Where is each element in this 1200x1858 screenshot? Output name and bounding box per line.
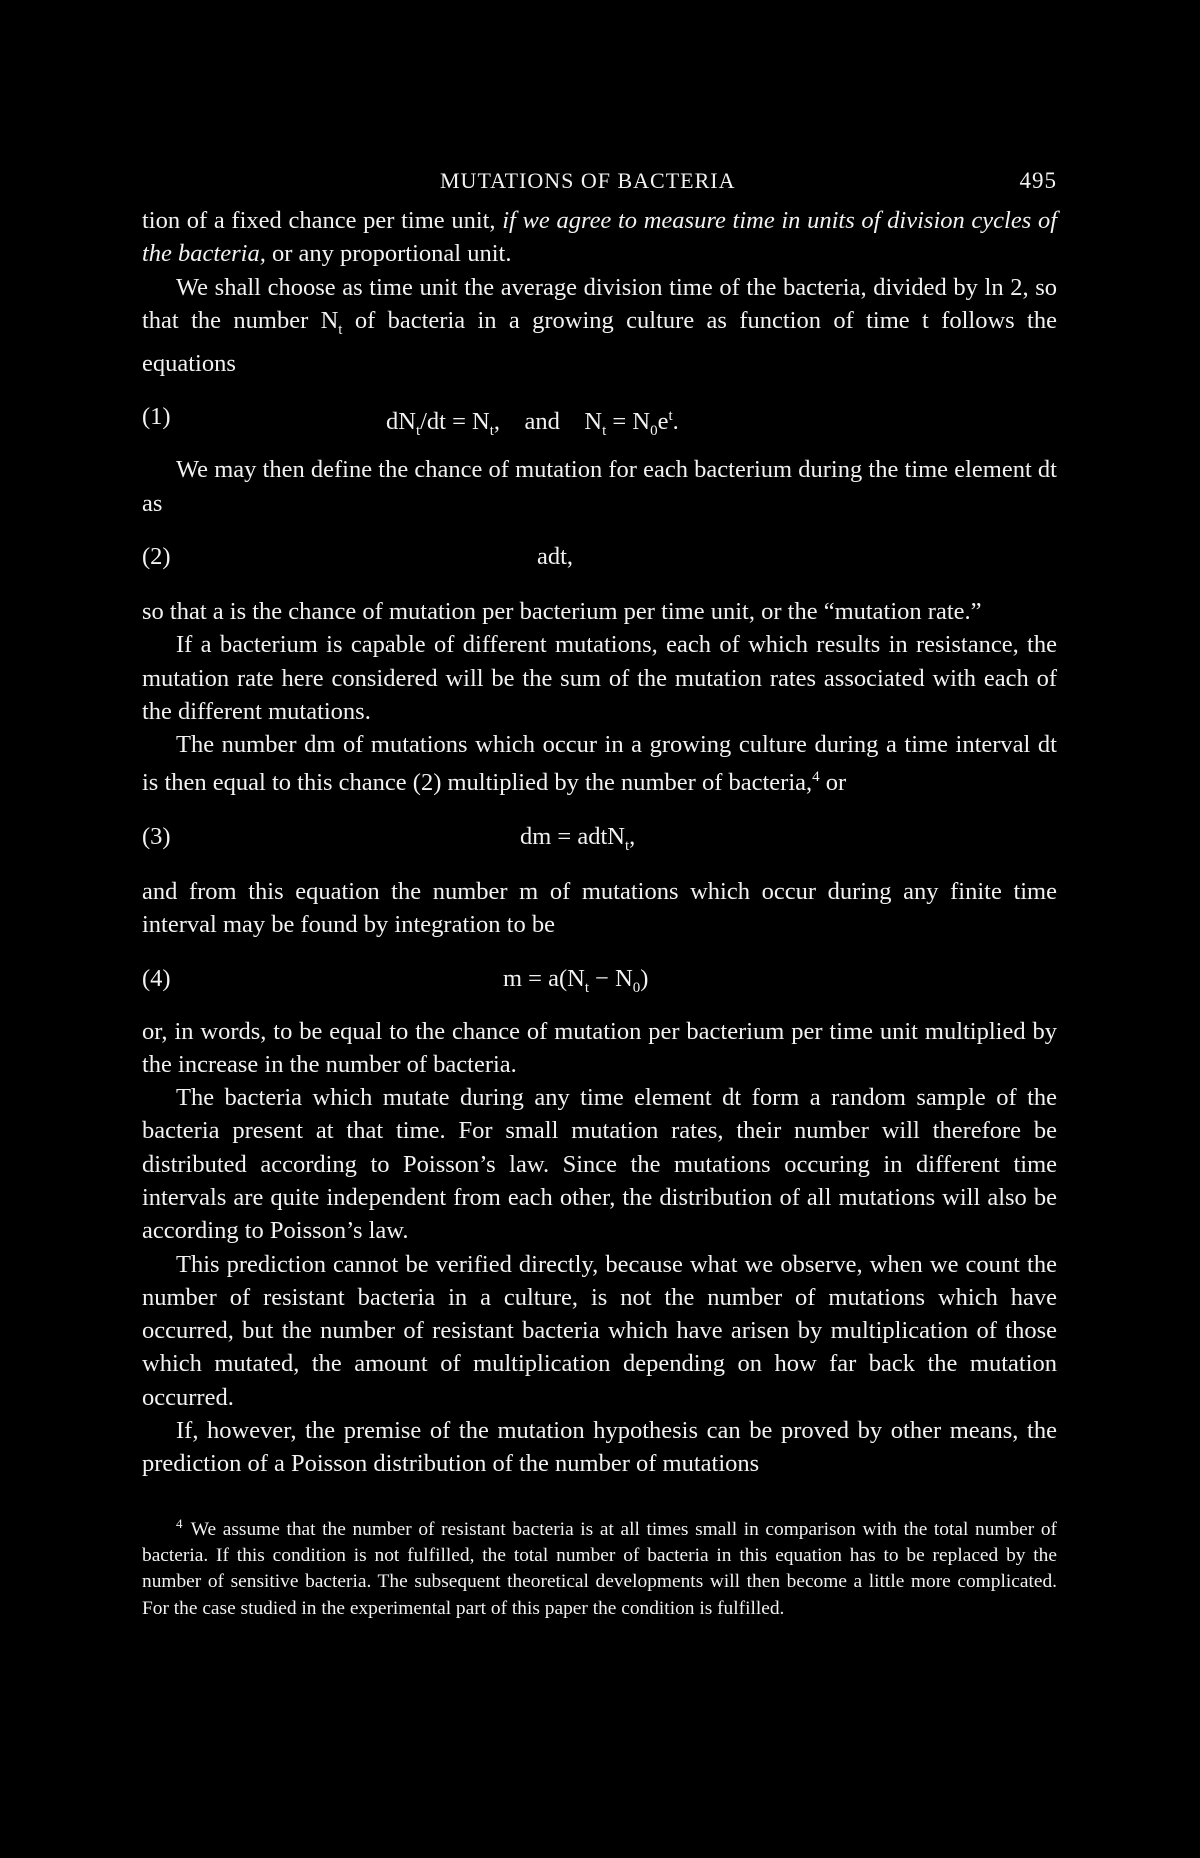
eq4-part-c: ): [640, 964, 649, 992]
eq4-sub-a: t: [584, 979, 590, 996]
eq3-part-a: dm = adtN: [520, 822, 625, 850]
paragraph-0-pre: tion of a fixed chance per time unit,: [142, 207, 503, 234]
equation-1-label: (1): [142, 403, 171, 431]
paragraph-0: [142, 204, 1057, 271]
footnote-mark: 4: [176, 1515, 183, 1531]
equation-2-label: (2): [142, 542, 171, 570]
paragraph-10: If, however, the premise of the mutation hypothesis can be proved by other means, the prediction of a Poisson distribution of the number of mutations: [142, 1417, 1057, 1478]
equation-1: [142, 400, 1057, 440]
page: [142, 168, 1057, 1641]
paragraph-0-post: or any proportional unit.: [265, 240, 512, 268]
footnote: [142, 1511, 1057, 1622]
paragraph-3: so that a is the chance of mutation per bacterium per time unit, or the “mutation rate.”: [142, 597, 982, 625]
paragraph-5: [142, 728, 1057, 800]
eq1-sub-c: t: [602, 423, 607, 440]
eq1-sub-a: t: [415, 423, 421, 440]
equation-1-body: [386, 400, 679, 448]
paragraph-0-emphasis: if we agree to measure time in units of division cycles of the bacteria,: [142, 207, 1058, 268]
eq1-sub-d: 0: [650, 423, 658, 440]
paragraph-6: and from this equation the number m of mutations which occur during any finite time interval may be found by integration to be: [142, 877, 1057, 939]
eq4-part-b: − N: [589, 964, 633, 992]
eq1-sup-e: t: [668, 408, 673, 425]
paragraph-2: We may then define the chance of mutation for each bacterium during the time element dt as: [142, 456, 1057, 517]
paragraph-1-subscript: t: [338, 321, 343, 338]
eq1-part-a: dN: [386, 408, 416, 436]
equation-4-label: (4): [142, 964, 171, 992]
paragraph-4: If a bacterium is capable of different mutations, each of which results in resistance, the mutation rate here considered will be the sum of the mutation rates associated with each of the different mutations.: [142, 631, 1057, 725]
footnote-text: We assume that the number of resistant bacteria is at all times small in comparison with the total number of bacteria. If this condition is not fulfilled, the total number of bacteria in this equation has to be replaced by the number of sensitive bacteria. The subsequent theoretical developments will then become a little more complicated. For the case studied in the experimental part of this paper the condition is fulfilled.: [142, 1518, 1058, 1619]
equation-2: [142, 540, 1057, 573]
paragraph-1: [142, 271, 1057, 381]
page-header: [142, 168, 1057, 204]
paragraph-1-text: We shall choose as time unit the average division time of the bacteria, divided by ln 2, so that the number N: [142, 273, 1057, 334]
paragraph-9: This prediction cannot be verified directly, because what we observe, when we count the number of resistant bacteria in a culture, is not the number of mutations which have occurred, but the number of resistant bacteria which have arisen by multiplication of those which mutated, the amount of multiplication depending on how far back the mutation occurred.: [142, 1250, 1057, 1411]
equation-3-body: [520, 820, 635, 863]
running-title: MUTATIONS OF BACTERIA: [440, 168, 736, 193]
paragraph-7: or, in words, to be equal to the chance of mutation per bacterium per time unit multiplied by the increase in the number of bacteria.: [142, 1017, 1057, 1078]
equation-4: [142, 962, 1057, 995]
paragraph-1-post: of bacteria in a growing culture as function of time t follows the equations: [142, 306, 1057, 378]
eq1-part-d: = N: [606, 408, 651, 436]
eq1-part-e: e: [657, 408, 669, 436]
eq3-part-b: ,: [629, 822, 636, 850]
eq1-sub-b: t: [489, 423, 494, 440]
paragraph-5-post: or: [819, 769, 847, 797]
equation-3-label: (3): [142, 822, 171, 850]
footnote-reference: 4: [812, 769, 820, 786]
equation-3: [142, 820, 1057, 853]
page-number: 495: [1019, 168, 1057, 193]
eq3-sub-a: t: [625, 837, 630, 854]
eq4-sub-b: 0: [632, 979, 641, 996]
eq1-part-c: , and N: [493, 408, 603, 436]
eq4-part-a: m = a(N: [503, 964, 585, 992]
eq1-part-b: /dt = N: [420, 408, 490, 436]
equation-4-body: [503, 962, 648, 1005]
paragraph-5-text: The number dm of mutations which occur in a growing culture during a time interval dt is then equal to this chance (2) multiplied by the number of bacteria,: [142, 731, 1057, 797]
paragraph-8: The bacteria which mutate during any time element dt form a random sample of the bacteria present at that time. For small mutation rates, their number will therefore be distributed according to Poisson’s law. Since the mutations occuring in different time intervals are quite independent from each other, the distribution of all mutations will also be according to Poisson’s law.: [142, 1084, 1057, 1245]
equation-2-body: adt,: [537, 542, 574, 570]
eq1-part-f: .: [672, 408, 679, 436]
